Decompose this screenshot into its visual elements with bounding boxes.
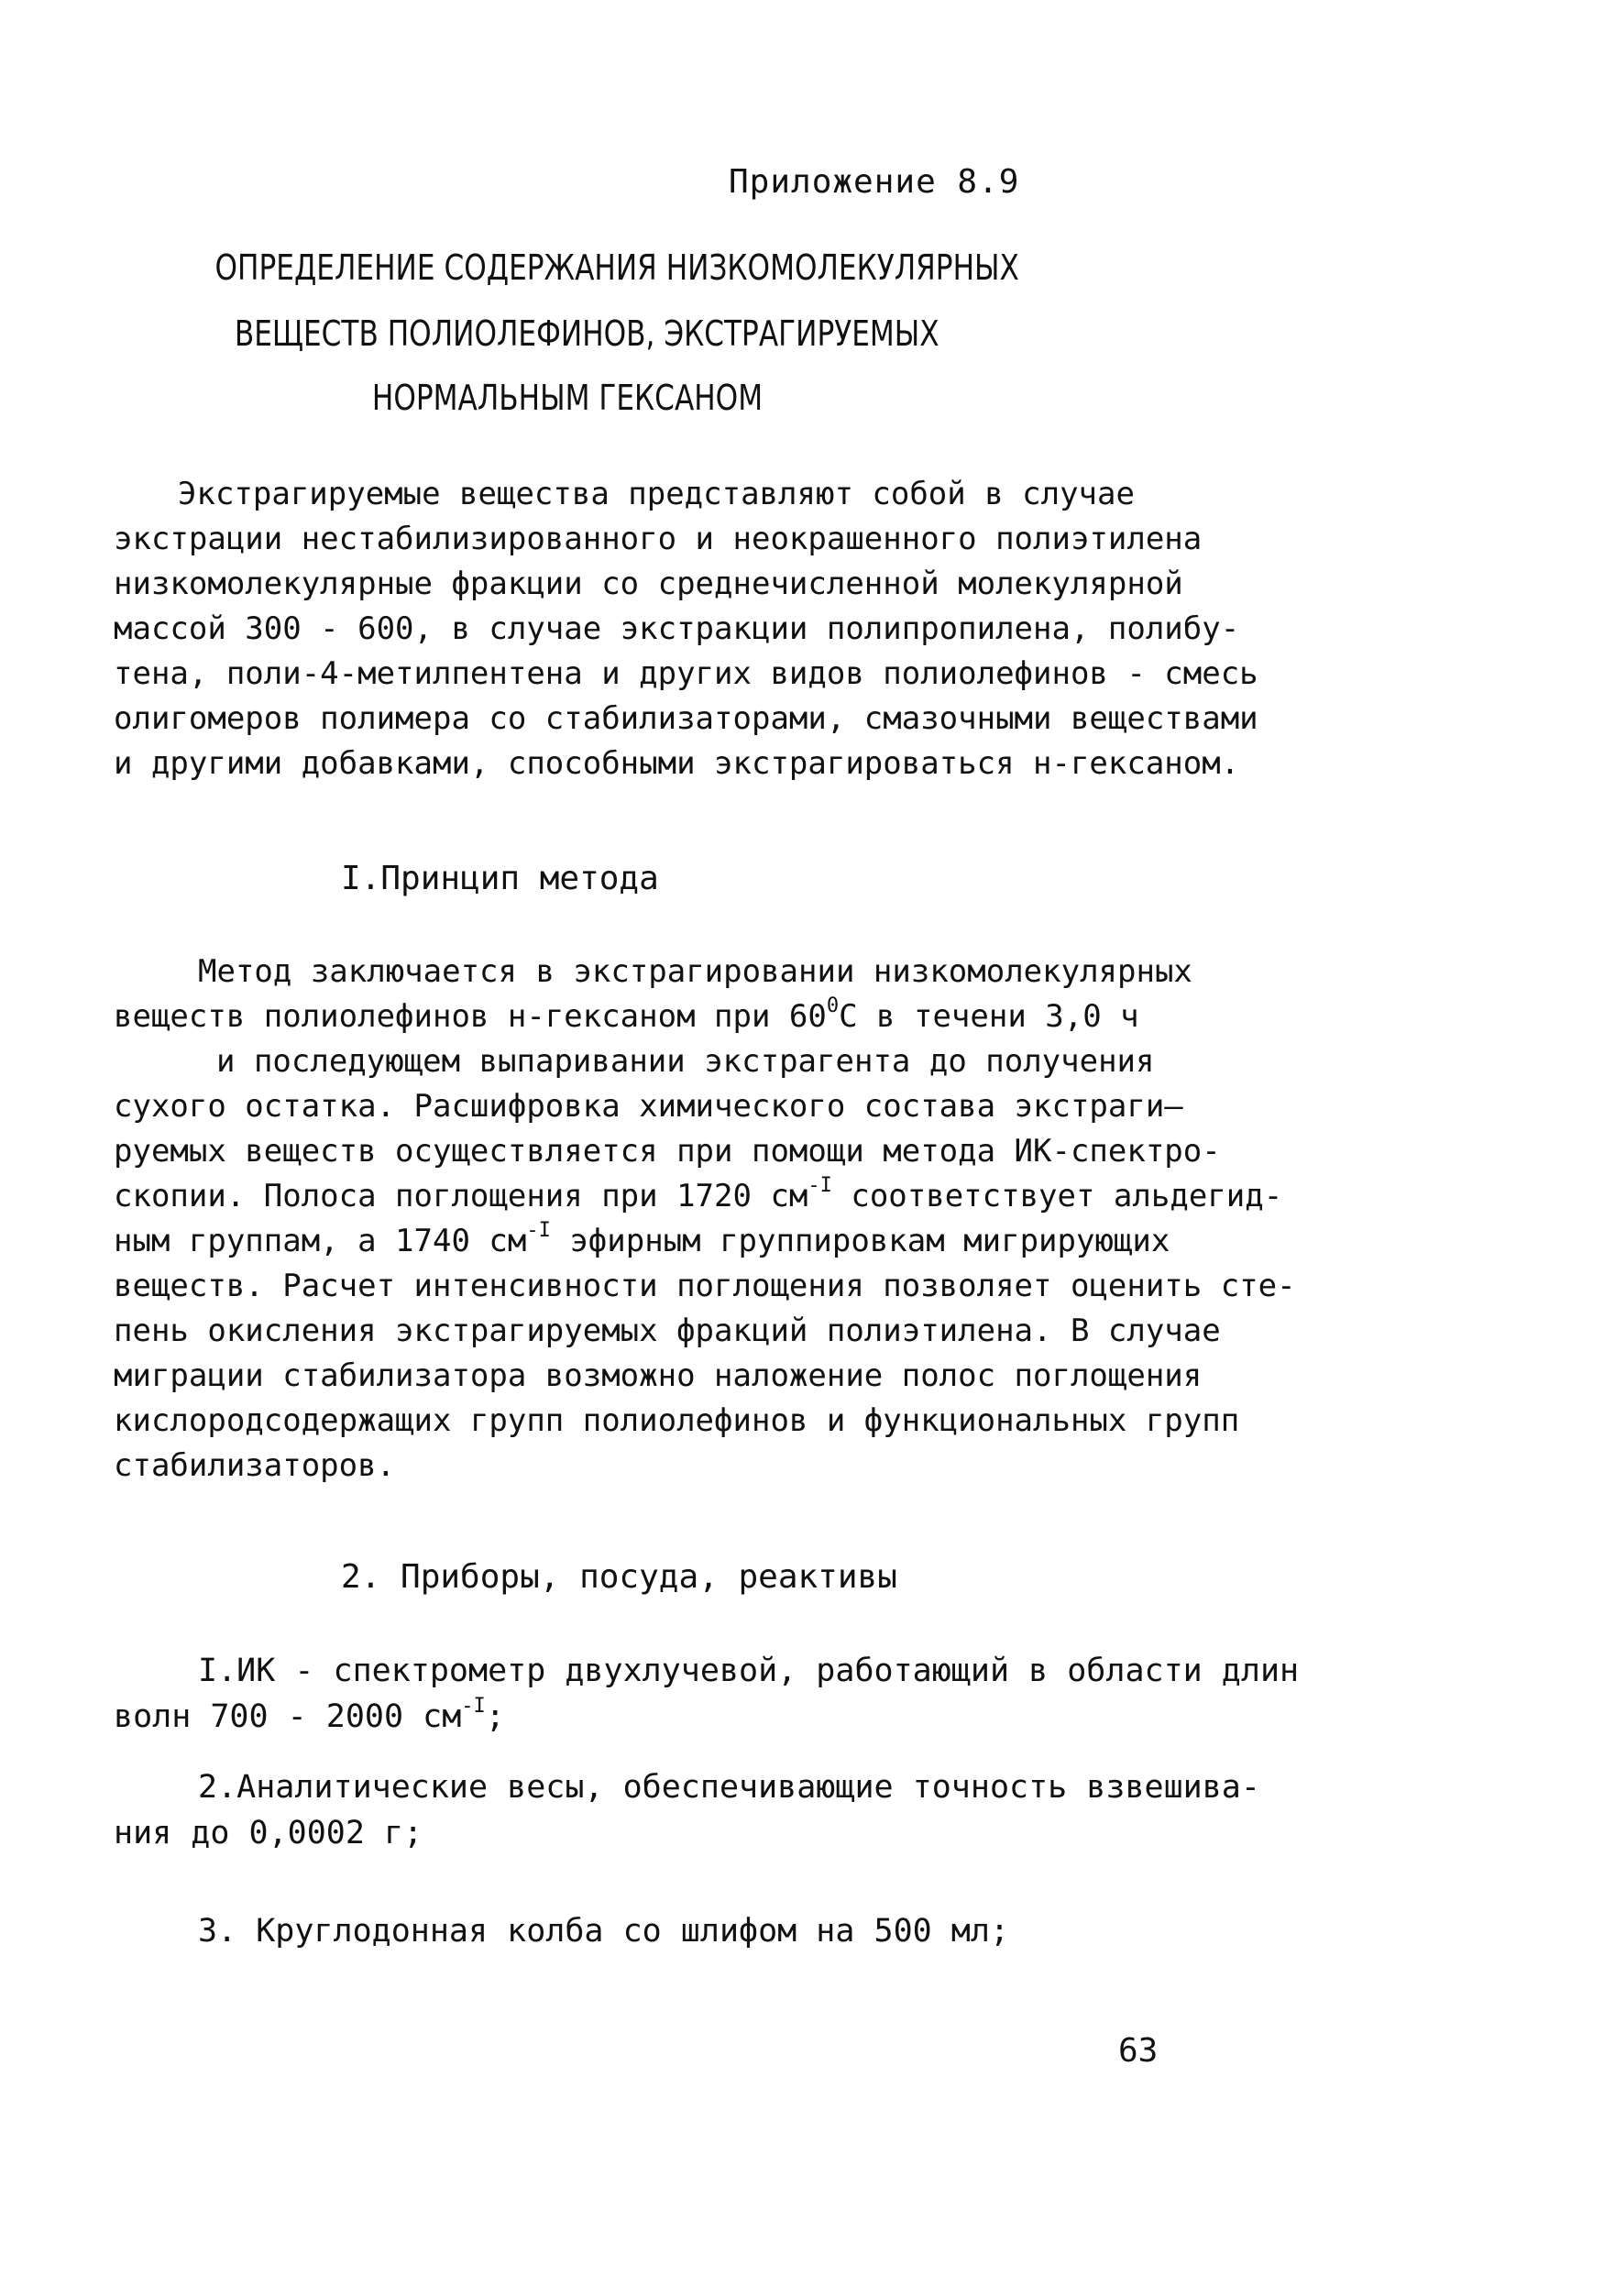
intro-line: и другими добавками, способными экстрагироваться н-гексаном. [114,745,1240,782]
method-line: руемых веществ осуществляется при помощи метода ИК-спектро- [114,1133,1221,1170]
method-line: сухого остатка. Расшифровка химического состава экстраги— [114,1088,1183,1125]
method-line [114,1174,1283,1219]
equipment-item-line: I.ИК - спектрометр двухлучевой, работающий в области длин [198,1653,1300,1689]
method-line-text: соответствует альдегид- [831,1178,1283,1214]
method-line: и последующем выпаривании экстрагента до получения [216,1043,1155,1080]
method-line: миграции стабилизатора возможно наложение полос поглощения [114,1357,1203,1394]
equipment-item-1 [114,1648,1305,1740]
method-line-text: скопии. Полоса поглощения при 1720 см [114,1178,808,1214]
equipment-item-line: 3. Круглодонная колба со шлифом на 500 мл; [198,1913,1010,1950]
superscript: -I [526,1219,551,1242]
method-line-text: веществ полиолефинов н-гексаном при 60 [114,998,827,1035]
method-line: пень окисления экстрагируемых фракций полиэтилена. В случае [114,1313,1221,1349]
page-number: 63 [1118,2032,1159,2070]
intro-line: олигомеров полимера со стабилизаторами, смазочными веществами [114,700,1258,737]
method-line-text: эфирным группировкам мигрирующих [550,1223,1170,1259]
method-line: Метод заключается в экстрагировании низкомолекулярных [198,953,1192,990]
intro-line: Экстрагируемые вещества представляют собой в случае [178,476,1135,512]
intro-line: тена, поли-4-метилпентена и других видов полиолефинов - смесь [114,655,1258,692]
equipment-item-line [114,1694,1305,1740]
intro-line: массой 300 - 600, в случае экстракции полипропилена, полибу- [114,610,1240,647]
equipment-item-text: ; [485,1698,505,1735]
equipment-item-line: 2.Аналитические весы, обеспечивающие точность взвешива- [198,1769,1260,1806]
method-line-text: ным группам, а 1740 см [114,1223,527,1259]
superscript: 0 [826,994,840,1017]
equipment-item-3 [114,1908,1305,1954]
section-heading-equipment: 2. Приборы, посуда, реактивы [341,1558,897,1596]
title-line-1: ОПРЕДЕЛЕНИЕ СОДЕРЖАНИЯ НИЗКОМОЛЕКУЛЯРНЫХ [214,247,1019,288]
section-heading-principle: I.Принцип метода [341,860,659,897]
equipment-item-2 [114,1764,1305,1856]
method-line [114,1219,1269,1264]
method-line: стабилизаторов. [114,1447,396,1484]
method-line [114,994,1269,1039]
equipment-item-text: волн 700 - 2000 см [114,1698,462,1735]
method-line-text: С в течени 3,0 ч [839,998,1139,1035]
method-line: кислородсодержащих групп полиолефинов и функциональных групп [114,1402,1240,1439]
equipment-item-line: ния до 0,0002 г; [114,1815,423,1851]
superscript: -I [461,1695,486,1718]
appendix-label: Приложение 8.9 [729,163,1020,201]
method-line: веществ. Расчет интенсивности поглощения позволяет оценить сте- [114,1268,1296,1304]
intro-line: низкомолекулярные фракции со среднечисленной молекулярной [114,566,1183,602]
intro-line: экстрации нестабилизированного и неокрашенного полиэтилена [114,521,1203,557]
method-paragraph [114,950,1296,1489]
intro-paragraph [114,472,1269,786]
title-line-2: ВЕЩЕСТВ ПОЛИОЛЕФИНОВ, ЭКСТРАГИРУЕМЫХ [234,313,939,354]
title-line-3: НОРМАЛЬНЫМ ГЕКСАНОМ [371,378,764,418]
superscript: -I [808,1174,832,1197]
